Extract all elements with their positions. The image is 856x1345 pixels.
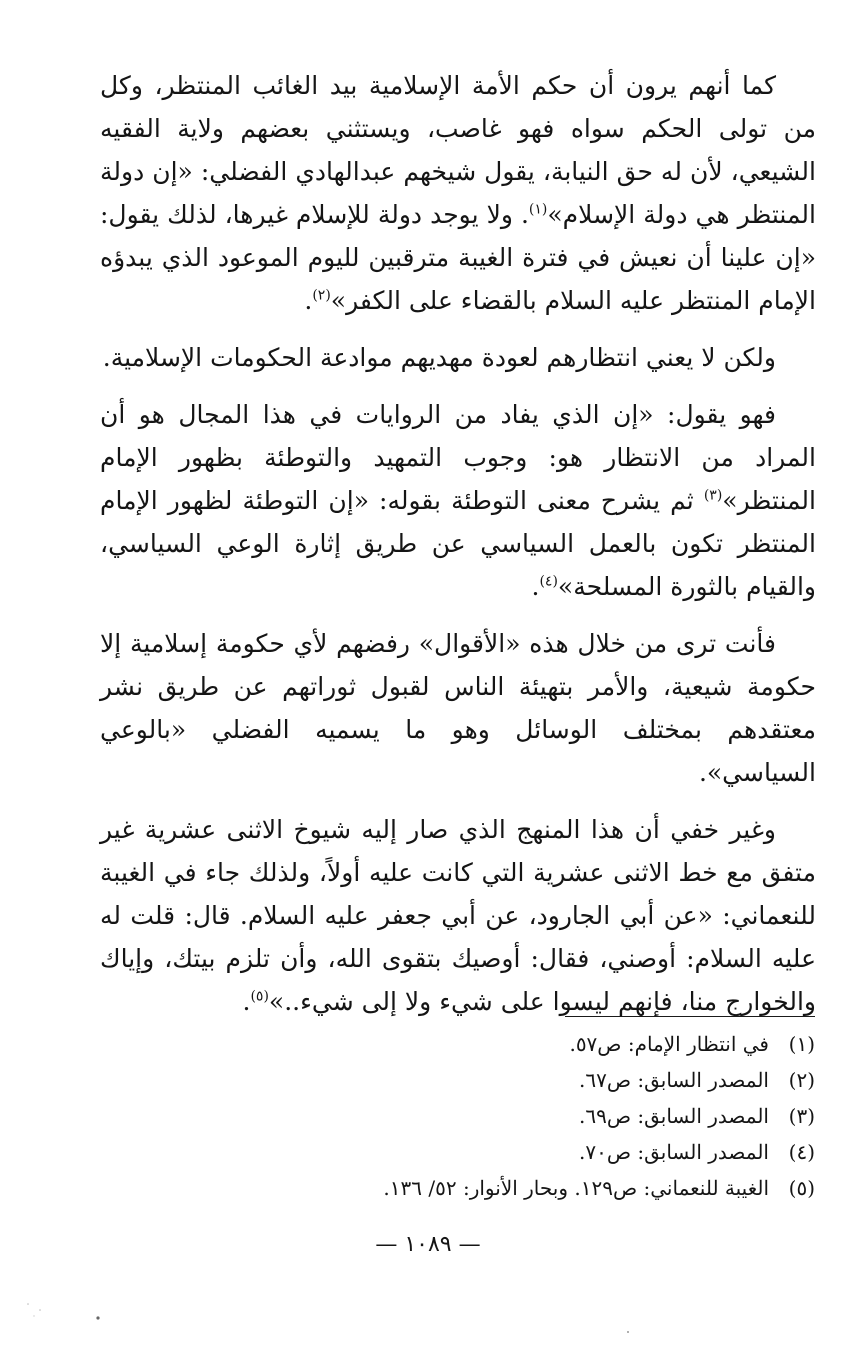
footnote-text: الغيبة للنعماني: ص١٢٩. وبحار الأنوار: ٥٢/ ١٣٦.: [383, 1176, 769, 1200]
footnote-number: (٣): [788, 1104, 815, 1128]
footnote-5: [100, 1170, 815, 1206]
footnote-marker-4[interactable]: (٤): [539, 573, 558, 590]
footnote-marker-1[interactable]: (١): [528, 201, 548, 218]
footnote-3: [100, 1098, 815, 1134]
paragraph-text: .: [531, 572, 540, 601]
paragraph-text: ثم يشرح معنى التوطئة بقوله: «إن التوطئة لظهور الإمام المنتظر تكون بالعمل السياسي عن طريق إثارة الوعي السياسي، والقيام بالثورة المسلحة»: [100, 486, 816, 601]
scan-specks: [0, 1280, 856, 1340]
footnotes: [100, 1026, 815, 1206]
page-number: — ١٠٨٩ —: [375, 1232, 481, 1257]
paragraph-text: .: [242, 987, 251, 1016]
paragraph-3: [100, 393, 816, 608]
paragraph-text: فأنت ترى من خلال هذه «الأقوال» رفضهم لأي حكومة إسلامية إلا حكومة شيعية، والأمر بتهيئة الناس لقبول ثوراتهم عن طريق نشر معتقدهم بمختلف الوسائل وهو ما يسميه الفضلي «بالوعي السياسي».: [100, 629, 816, 787]
footnote-4: [100, 1134, 815, 1170]
footnote-number: (٤): [788, 1140, 815, 1164]
paragraph-text: وغير خفي أن هذا المنهج الذي صار إليه شيوخ الاثنى عشرية غير متفق مع خط الاثنى عشرية التي كانت عليه أولاً، ولذلك جاء في الغيبة للنعماني: «عن أبي الجارود، عن أبي جعفر عليه السلام. قال: قلت له عليه السلام: أوصني، فقال: أوصيك بتقوى الله، وأن تلزم بيتك، وإياك والخوارج منا، فإنهم ليسوا على شيء ولا إلى شيء..»: [100, 815, 816, 1016]
paragraph-text: . ولا يوجد دولة للإسلام غيرها، لذلك يقول: «إن علينا أن نعيش في فترة الغيبة مترقبين لليوم الموعود الذي يبدؤه الإمام المنتظر عليه السلام بالقضاء على الكفر»: [100, 200, 816, 315]
footnote-marker-2[interactable]: (٢): [312, 287, 331, 304]
footnote-2: [100, 1062, 815, 1098]
footnote-text: المصدر السابق: ص٦٩.: [578, 1104, 769, 1128]
footnote-text: المصدر السابق: ص٧٠.: [578, 1140, 769, 1164]
paragraph-text: فهو يقول: «إن الذي يفاد من الروايات في هذا المجال هو أن المراد من الانتظار هو: وجوب التمهيد والتوطئة بظهور الإمام المنتظر»: [100, 400, 816, 515]
footnote-number: (١): [788, 1032, 815, 1056]
footnote-marker-5[interactable]: (٥): [250, 988, 269, 1005]
footnote-separator: [565, 1016, 815, 1017]
paragraph-1: [100, 64, 816, 322]
footnote-number: (٢): [788, 1068, 815, 1092]
footnote-marker-3[interactable]: (٣): [703, 487, 723, 504]
paragraph-5: [100, 808, 816, 1023]
footnote-text: المصدر السابق: ص٦٧.: [578, 1068, 769, 1092]
main-text: [100, 64, 816, 1037]
paragraph-text: ولكن لا يعني انتظارهم لعودة مهديهم موادعة الحكومات الإسلامية.: [102, 343, 776, 372]
paragraph-4: [100, 622, 816, 794]
footnote-number: (٥): [788, 1176, 815, 1200]
footnote-1: [100, 1026, 815, 1062]
paragraph-2: [100, 336, 816, 379]
footnote-text: في انتظار الإمام: ص٥٧.: [569, 1032, 769, 1056]
paragraph-text: .: [304, 286, 313, 315]
paragraph-text: كما أنهم يرون أن حكم الأمة الإسلامية بيد الغائب المنتظر، وكل من تولى الحكم سواه فهو غاصب، ويستثني بعضهم ولاية الفقيه الشيعي، لأن له حق النيابة، يقول شيخهم عبدالهادي الفضلي: «إن دولة المنتظر هي دولة الإسلام»: [100, 71, 816, 229]
